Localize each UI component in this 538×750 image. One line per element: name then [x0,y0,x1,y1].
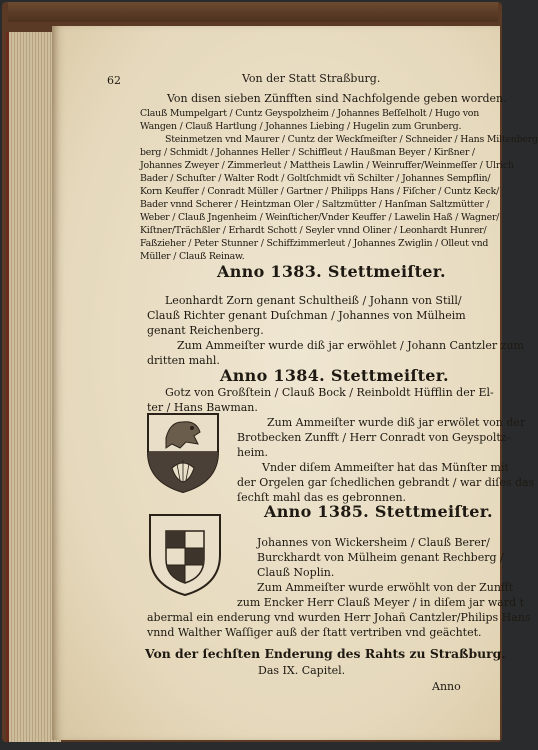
book [2,2,538,742]
lion-coat-of-arms-icon [142,408,224,496]
heading-anno-1383: Anno 1383. Stettmeiſter. [217,262,446,281]
text-line: Müller / Clauß Reinaw. [140,251,245,262]
text-line: ter / Hans Bawman. [147,401,258,414]
text-line: Steinmetzen vnd Maurer / Cuntz der Weckſmeiſter / Schneider / Hans Miltenberg [165,134,538,145]
text-line: abermal ein enderung vnd wurden Herr Johañ Cantzler/Philips Hans [147,611,531,624]
chapter-label: Das IX. Capitel. [258,664,346,677]
text-line: Clauß Mumpelgart / Cuntz Geyspolzheim / Johannes Beſſelholt / Hugo von [140,108,480,119]
text-line: Johannes von Wickersheim / Clauß Berer/ [257,536,490,549]
book-page [52,26,538,740]
text-line: Clauß Richter genant Duſchman / Johannes von Mülheim [147,309,466,322]
text-line: Faßzieher / Peter Stunner / Schiffzimmerleut / Johannes Zwiglin / Olleut vnd [140,238,489,249]
text-line: heim. [237,446,269,459]
text-line: vnnd Walther Waſſiger auß der ſtatt vertriben vnd geächtet. [147,626,482,639]
text-line: ſechſt mahl das es gebronnen. [237,491,407,504]
heading-anno-1385: Anno 1385. Stettmeiſter. [264,502,493,521]
text-line: Weber / Clauß Jngenheim / Weinſticher/Vnder Keuffer / Lawelin Haß / Wagner/ [140,212,500,223]
book-cover-top [8,2,498,22]
intro-line: Von disen sieben Zünfften sind Nachfolgende geben worden. [167,92,507,105]
text-line: Kiſtner/Trächßler / Erhardt Schott / Seyler vnnd Oliner / Leonhardt Hunrer/ [140,225,487,236]
text-line: Burckhardt von Mülheim genant Rechberg / [257,551,504,564]
text-line: Zum Ammeiſter wurde diß jar erwöhlet / Johann Cantzler zum [177,339,524,352]
text-line: zum Encker Herr Clauß Meyer / in diſem jar ward t [237,596,525,609]
text-line: Wangen / Clauß Hartlung / Johannes Liebing / Hugelin zum Grunberg. [140,121,462,132]
catchword: Anno [432,680,461,693]
text-line: Korn Keuffer / Conradt Müller / Gartner / Philipps Hans / Fiſcher / Cuntz Keck/ [140,186,500,197]
text-line: Clauß Noplin. [257,566,335,579]
running-head: Von der Statt Straßburg. [242,72,381,85]
text-line: der Orgelen gar ſchedlichen gebrandt / war diſes das [237,476,535,489]
heading-anno-1384: Anno 1384. Stettmeiſter. [220,366,449,385]
text-line: Brotbecken Zunfft / Herr Conradt von Geyspoltz- [237,431,511,444]
text-line: Johannes Zweyer / Zimmerleut / Mattheis Lawlin / Weinruffer/Weinmeſſer / Ulrich [140,160,514,171]
text-line: Bader / Schuſter / Walter Rodt / Goltſchmidt vñ Schilter / Johannes Sempflin/ [140,173,491,184]
text-line: Zum Ammeiſter wurde diß jar erwölet von der [267,416,526,429]
page-number: 62 [107,74,121,87]
text-line: Leonhardt Zorn genant Schultheiß / Johann von Still/ [165,294,462,307]
text-line: berg / Schmidt / Johannes Heller / Schiffleut / Haußman Beyer / Kirßner / [140,147,475,158]
text-line: Zum Ammeiſter wurde erwöhlt von der Zunfft [257,581,514,594]
section-heading: Von der ſechſten Enderung des Rahts zu Straßburg. [145,646,506,661]
text-line: Vnder diſem Ammeiſter hat das Münſter mit [262,461,509,474]
text-line: genant Reichenberg. [147,324,264,337]
text-line: Gotz von Großſtein / Clauß Bock / Reinboldt Hüfflin der El- [165,386,494,399]
text-line: dritten mahl. [147,354,220,367]
text-line: Bader vnnd Scherer / Heintzman Oler / Saltzmütter / Hanſman Saltzmütter / [140,199,490,210]
checkered-coat-of-arms-icon [144,509,226,599]
